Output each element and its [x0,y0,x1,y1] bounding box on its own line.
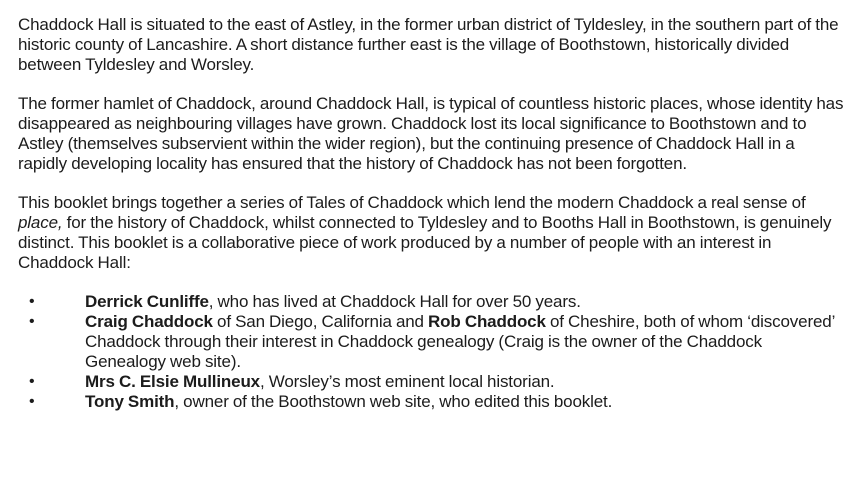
contributor-description-second: of Cheshire, both of whom ‘discovered’ Chaddock through their interest in Chaddock genealogy (Craig is the owner of the Chaddock Genealogy web site). [85,312,835,371]
document-body [18,15,844,412]
list-item [18,292,844,312]
bullet-icon: • [29,393,35,410]
contributors-list [18,292,844,412]
contributor-description: , Worsley’s most eminent local historian. [260,372,555,391]
list-item [18,372,844,392]
list-item [18,392,844,412]
contributor-name-second: Rob Chaddock [428,312,546,331]
contributor-name: Tony Smith [85,392,175,411]
bullet-icon: • [29,373,35,390]
contributor-name: Mrs C. Elsie Mullineux [85,372,260,391]
contributor-name: Derrick Cunliffe [85,292,209,311]
list-item [18,312,844,372]
booklet-paragraph [18,193,844,273]
booklet-text-start: This booklet brings together a series of Tales of Chaddock which lend the modern Chaddock a real sense of [18,193,806,212]
hamlet-paragraph: The former hamlet of Chaddock, around Chaddock Hall, is typical of countless historic places, whose identity has disappeared as neighbouring villages have grown. Chaddock lost its local significance to Boothstown and to Astley (themselves subservient within the wider region), but the continuing presence of Chaddock Hall in a rapidly developing locality has ensured that the history of Chaddock has not been forgotten. [18,94,844,173]
contributor-description: , owner of the Boothstown web site, who edited this booklet. [174,392,613,411]
contributor-description: , who has lived at Chaddock Hall for over 50 years. [208,292,581,311]
intro-paragraph: Chaddock Hall is situated to the east of Astley, in the former urban district of Tyldesley, in the southern part of the historic county of Lancashire. A short distance further east is the village of Boothstown, historically divided between Tyldesley and Worsley. [18,15,839,74]
booklet-text-end: for the history of Chaddock, whilst connected to Tyldesley and to Booths Hall in Boothstown, is genuinely distinct. This booklet is a collaborative piece of work produced by a number of people with an interest in Chaddock Hall: [18,213,832,272]
emphasis-place: place, [18,213,63,232]
contributor-name: Craig Chaddock [85,312,213,331]
bullet-icon: • [29,293,35,310]
bullet-icon: • [29,313,35,330]
contributor-description: of San Diego, California and [212,312,429,331]
